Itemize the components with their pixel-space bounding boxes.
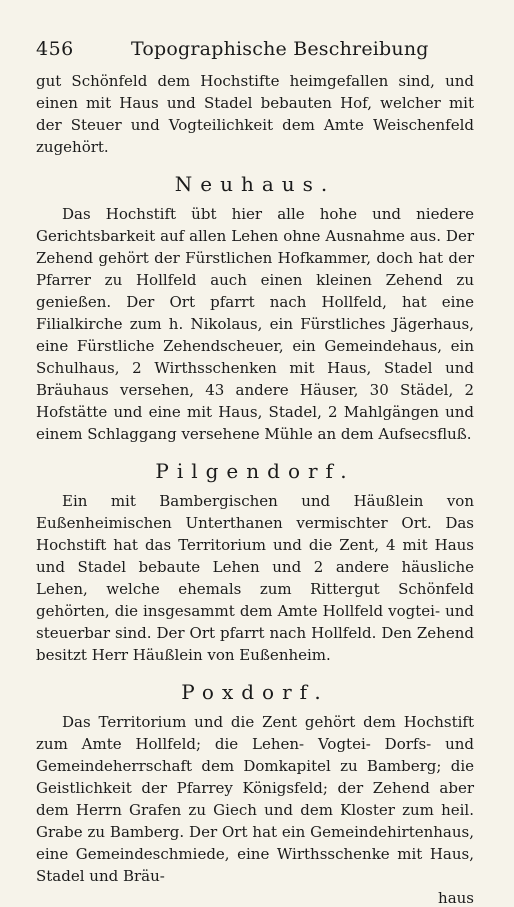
catchword: haus [438, 889, 474, 907]
paragraph-pilgendorf: Ein mit Bambergischen und Häußlein von Eußenheimischen Unterthanen vermischter Ort. Das Hochstift hat das Territorium und die Zent, 4 mit Haus und Stadel bebaute Lehen und 2 andere häusliche Lehen, welche ehemals zum Rittergut Schönfeld gehörten, die insgesammt dem Amte Hollfeld vogtei- und steuerbar sind. Der Ort pfarrt nach Hollfeld. Den Zehend besitzt Herr Häußlein von Eußenheim. [36, 492, 474, 664]
paragraph-poxdorf: Das Territorium und die Zent gehört dem Hochstift zum Amte Hollfeld; die Lehen- Vogtei- Dorfs- und Gemeindeherrschaft dem Domkapitel zu Bamberg; die Geistlichkeit der Pfarrey Königsfeld; der Zehend aber dem Herrn Grafen zu Giech und dem Kloster zum heil. Grabe zu Bamberg. Der Ort hat ein Gemeindehirtenhaus, eine Gemeindeschmiede, eine Wirthsschenke mit Haus, Stadel und Bräu- [36, 713, 474, 885]
page-body [36, 70, 474, 907]
running-title: Topographische Beschreibung [131, 38, 429, 60]
section-heading-neuhaus: Neuhaus. [174, 172, 336, 196]
paragraph-neuhaus: Das Hochstift übt hier alle hohe und niedere Gerichtsbarkeit auf allen Lehen ohne Ausnahme aus. Der Zehend gehört der Fürstlichen Hofkammer, doch hat der Pfarrer zu Hollfeld auch einen kleinen Zehend zu genießen. Der Ort pfarrt nach Hollfeld, hat eine Filialkirche zum h. Nikolaus, ein Fürstliches Jägerhaus, eine Fürstliche Zehendscheuer, ein Gemeindehaus, ein Schulhaus, 2 Wirthsschenken mit Haus, Stadel und Bräuhaus versehen, 43 andere Häuser, 30 Städel, 2 Hofstätte und eine mit Haus, Stadel, 2 Mahlgängen und einem Schlaggang versehene Mühle an dem Aufsecsfluß. [36, 205, 474, 443]
section-heading-poxdorf: Poxdorf. [181, 680, 329, 704]
paragraph-continuation: gut Schönfeld dem Hochstifte heimgefallen sind, und einen mit Haus und Stadel bebauten Hof, welcher mit der Steuer und Vogteilichkeit dem Amte Weischenfeld zugehört. [36, 72, 474, 156]
page-number: 456 [36, 38, 74, 60]
section-heading-pilgendorf: Pilgendorf. [155, 459, 355, 483]
page-header [36, 38, 470, 64]
